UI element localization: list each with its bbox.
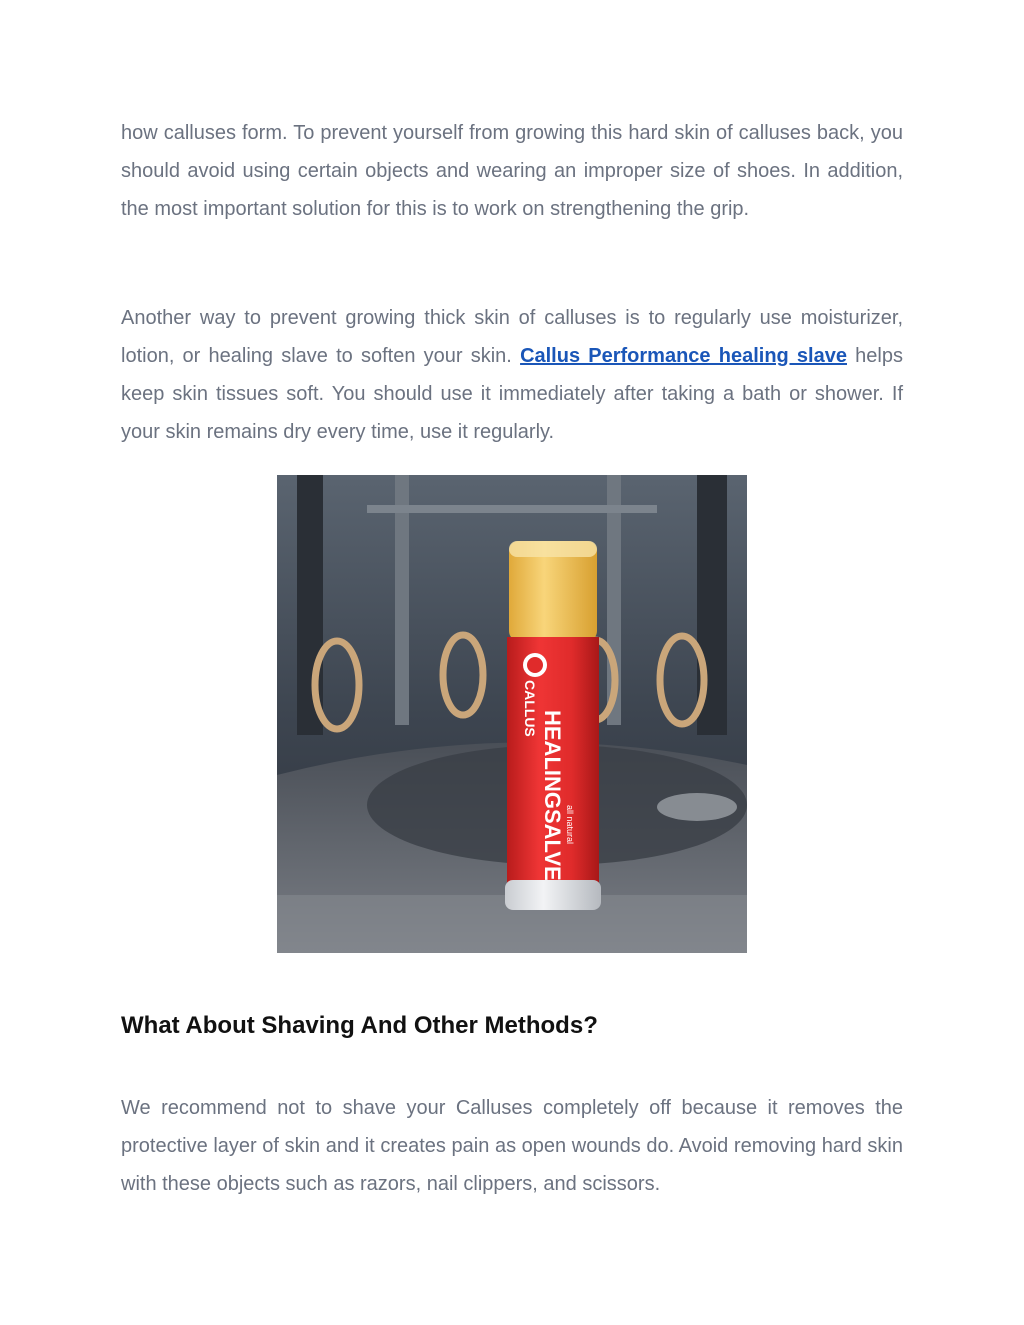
paragraph-text: Another way to prevent growing thick skin of calluses is to regularly use moisturizer, lotion, or healing slave to soften your skin. [121, 307, 903, 367]
paragraph-moisturizer [121, 299, 903, 451]
paragraph-text: helps keep skin tissues soft. You should use it immediately after taking a bath or shower. If your skin remains dry every time, use it regularly. [121, 345, 903, 443]
product-subtext: all natural [565, 805, 575, 845]
section-heading: What About Shaving And Other Methods? [121, 1012, 598, 1039]
paragraph-calluses-form: how calluses form. To prevent yourself from growing this hard skin of calluses back, you should avoid using certain objects and wearing an improper size of shoes. In addition, the most important solution for this is to work on strengthening the grip. [121, 122, 903, 220]
product-text: HEALINGSALVE [540, 710, 565, 881]
brand-text: CALLUS [522, 680, 538, 737]
callus-performance-link[interactable]: Callus Performance healing slave [520, 345, 847, 367]
healing-salve-photo [277, 475, 747, 953]
paragraph-shaving: We recommend not to shave your Calluses completely off because it removes the protective layer of skin and it creates pain as open wounds do. Avoid removing hard skin with these objects such as razors, nail clippers, and scissors. [121, 1097, 903, 1195]
